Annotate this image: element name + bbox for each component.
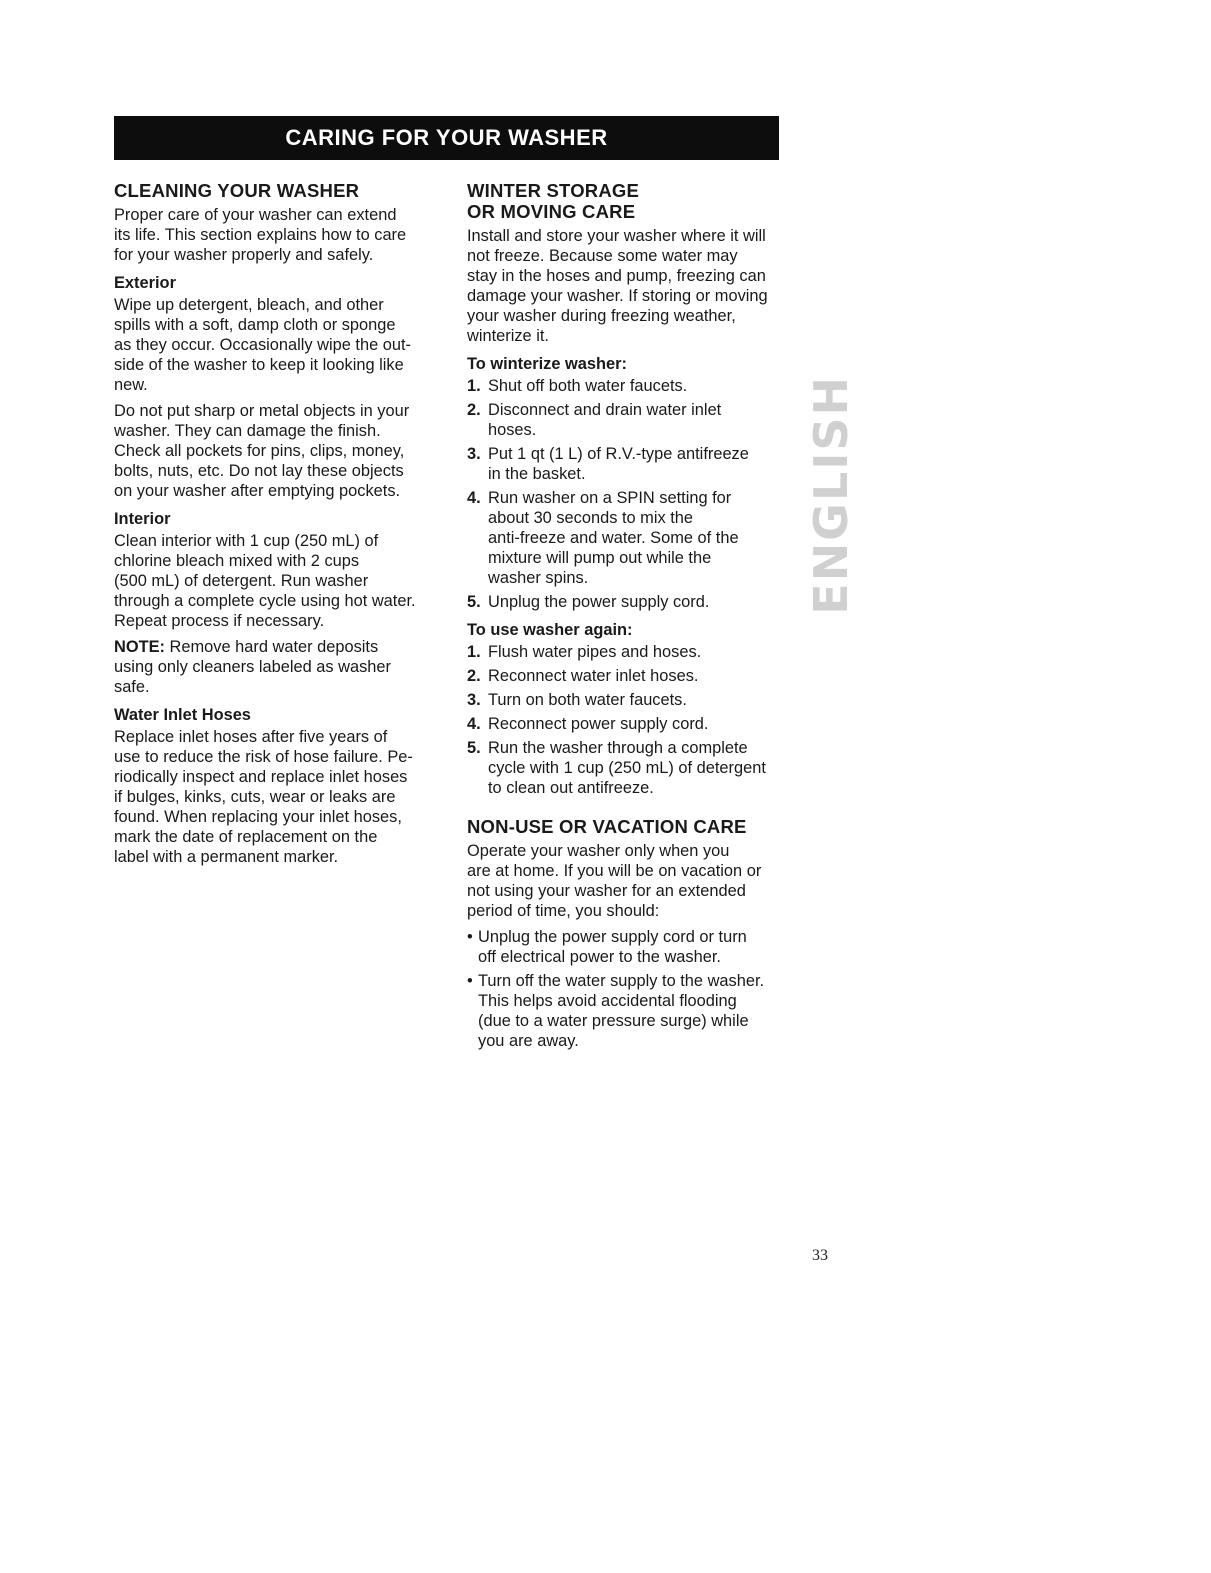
step-number: 4.	[467, 489, 481, 507]
interior-note	[114, 637, 449, 697]
note-text: Remove hard water deposits using only cleaners labeled as washer safe.	[114, 638, 391, 696]
list-item	[467, 927, 802, 967]
hoses-heading: Water Inlet Hoses	[114, 706, 251, 724]
left-column	[114, 180, 449, 873]
step-text: Run the washer through a complete cycle with 1 cup (250 mL) of detergent to clean out antifreeze.	[488, 739, 766, 797]
list-item	[467, 690, 802, 710]
banner-title: CARING FOR YOUR WASHER	[285, 125, 608, 150]
step-text: Disconnect and drain water inlet hoses.	[488, 401, 722, 439]
winter-heading-line-2: OR MOVING CARE	[467, 201, 636, 222]
language-side-tab	[796, 375, 866, 615]
step-text: Put 1 qt (1 L) of R.V.-type antifreeze in the basket.	[488, 445, 749, 483]
cleaning-intro: Proper care of your washer can extend its life. This section explains how to care for your washer properly and safely.	[114, 206, 407, 264]
page-banner	[114, 116, 779, 160]
use-again-heading: To use washer again:	[467, 621, 633, 639]
list-item	[467, 642, 802, 662]
note-label: NOTE:	[114, 638, 165, 656]
step-number: 5.	[467, 739, 481, 757]
bullet-text: Turn off the water supply to the washer. This helps avoid accidental flooding (due to a water pressure surge) while you are away.	[478, 972, 765, 1050]
list-item	[467, 376, 802, 396]
exterior-paragraph-2: Do not put sharp or metal objects in your washer. They can damage the finish. Check all pockets for pins, clips, money, bolts, nuts, etc. Do not lay these objects on your washer after emptying pockets.	[114, 402, 410, 500]
step-number: 1.	[467, 377, 481, 395]
list-item	[467, 971, 802, 1051]
list-item	[467, 738, 802, 798]
language-label: ENGLISH	[804, 375, 858, 615]
list-item	[467, 714, 802, 734]
bullet-icon: •	[467, 972, 473, 990]
exterior-heading: Exterior	[114, 274, 176, 292]
step-text: Unplug the power supply cord.	[488, 593, 710, 611]
step-number: 5.	[467, 593, 481, 611]
cleaning-heading: CLEANING YOUR WASHER	[114, 180, 360, 201]
page-number: 33	[812, 1247, 828, 1264]
list-item	[467, 400, 802, 440]
step-number: 3.	[467, 445, 481, 463]
bullet-icon: •	[467, 928, 473, 946]
exterior-paragraph-1: Wipe up detergent, bleach, and other spills with a soft, damp cloth or sponge as they occur. Occasionally wipe the out- side of the washer to keep it looking like new.	[114, 296, 411, 394]
vacation-bullets	[467, 927, 802, 1051]
step-text: Turn on both water faucets.	[488, 691, 687, 709]
interior-heading: Interior	[114, 510, 171, 528]
list-item	[467, 666, 802, 686]
winter-heading-line-1: WINTER STORAGE	[467, 180, 640, 201]
step-text: Run washer on a SPIN setting for about 30 seconds to mix the anti-freeze and water. Some of the mixture will pump out while the washer spins.	[488, 489, 739, 587]
winterize-heading: To winterize washer:	[467, 355, 627, 373]
step-number: 2.	[467, 401, 481, 419]
step-text: Reconnect water inlet hoses.	[488, 667, 699, 685]
right-column	[467, 180, 802, 1055]
step-number: 4.	[467, 715, 481, 733]
step-text: Shut off both water faucets.	[488, 377, 688, 395]
winter-heading	[467, 180, 802, 222]
list-item	[467, 488, 802, 588]
step-number: 3.	[467, 691, 481, 709]
step-number: 1.	[467, 643, 481, 661]
winter-intro: Install and store your washer where it will not freeze. Because some water may stay in the hoses and pump, freezing can damage your washer. If storing or moving your washer during freezing weather, winterize it.	[467, 227, 768, 345]
use-again-steps	[467, 642, 802, 798]
vacation-intro: Operate your washer only when you are at home. If you will be on vacation or not using your washer for an extended period of time, you should:	[467, 842, 762, 920]
step-number: 2.	[467, 667, 481, 685]
step-text: Flush water pipes and hoses.	[488, 643, 702, 661]
vacation-heading: NON-USE OR VACATION CARE	[467, 816, 747, 837]
hoses-paragraph: Replace inlet hoses after five years of use to reduce the risk of hose failure. Pe- riodically inspect and replace inlet hoses if bulges, kinks, cuts, wear or leaks are found. When replacing your inlet hoses, mark the date of replacement on the label with a permanent marker.	[114, 728, 413, 866]
list-item	[467, 592, 802, 612]
step-text: Reconnect power supply cord.	[488, 715, 709, 733]
winterize-steps	[467, 376, 802, 612]
list-item	[467, 444, 802, 484]
interior-paragraph: Clean interior with 1 cup (250 mL) of chlorine bleach mixed with 2 cups (500 mL) of detergent. Run washer through a complete cycle using hot water. Repeat process if necessary.	[114, 532, 416, 630]
bullet-text: Unplug the power supply cord or turn off electrical power to the washer.	[478, 928, 747, 966]
